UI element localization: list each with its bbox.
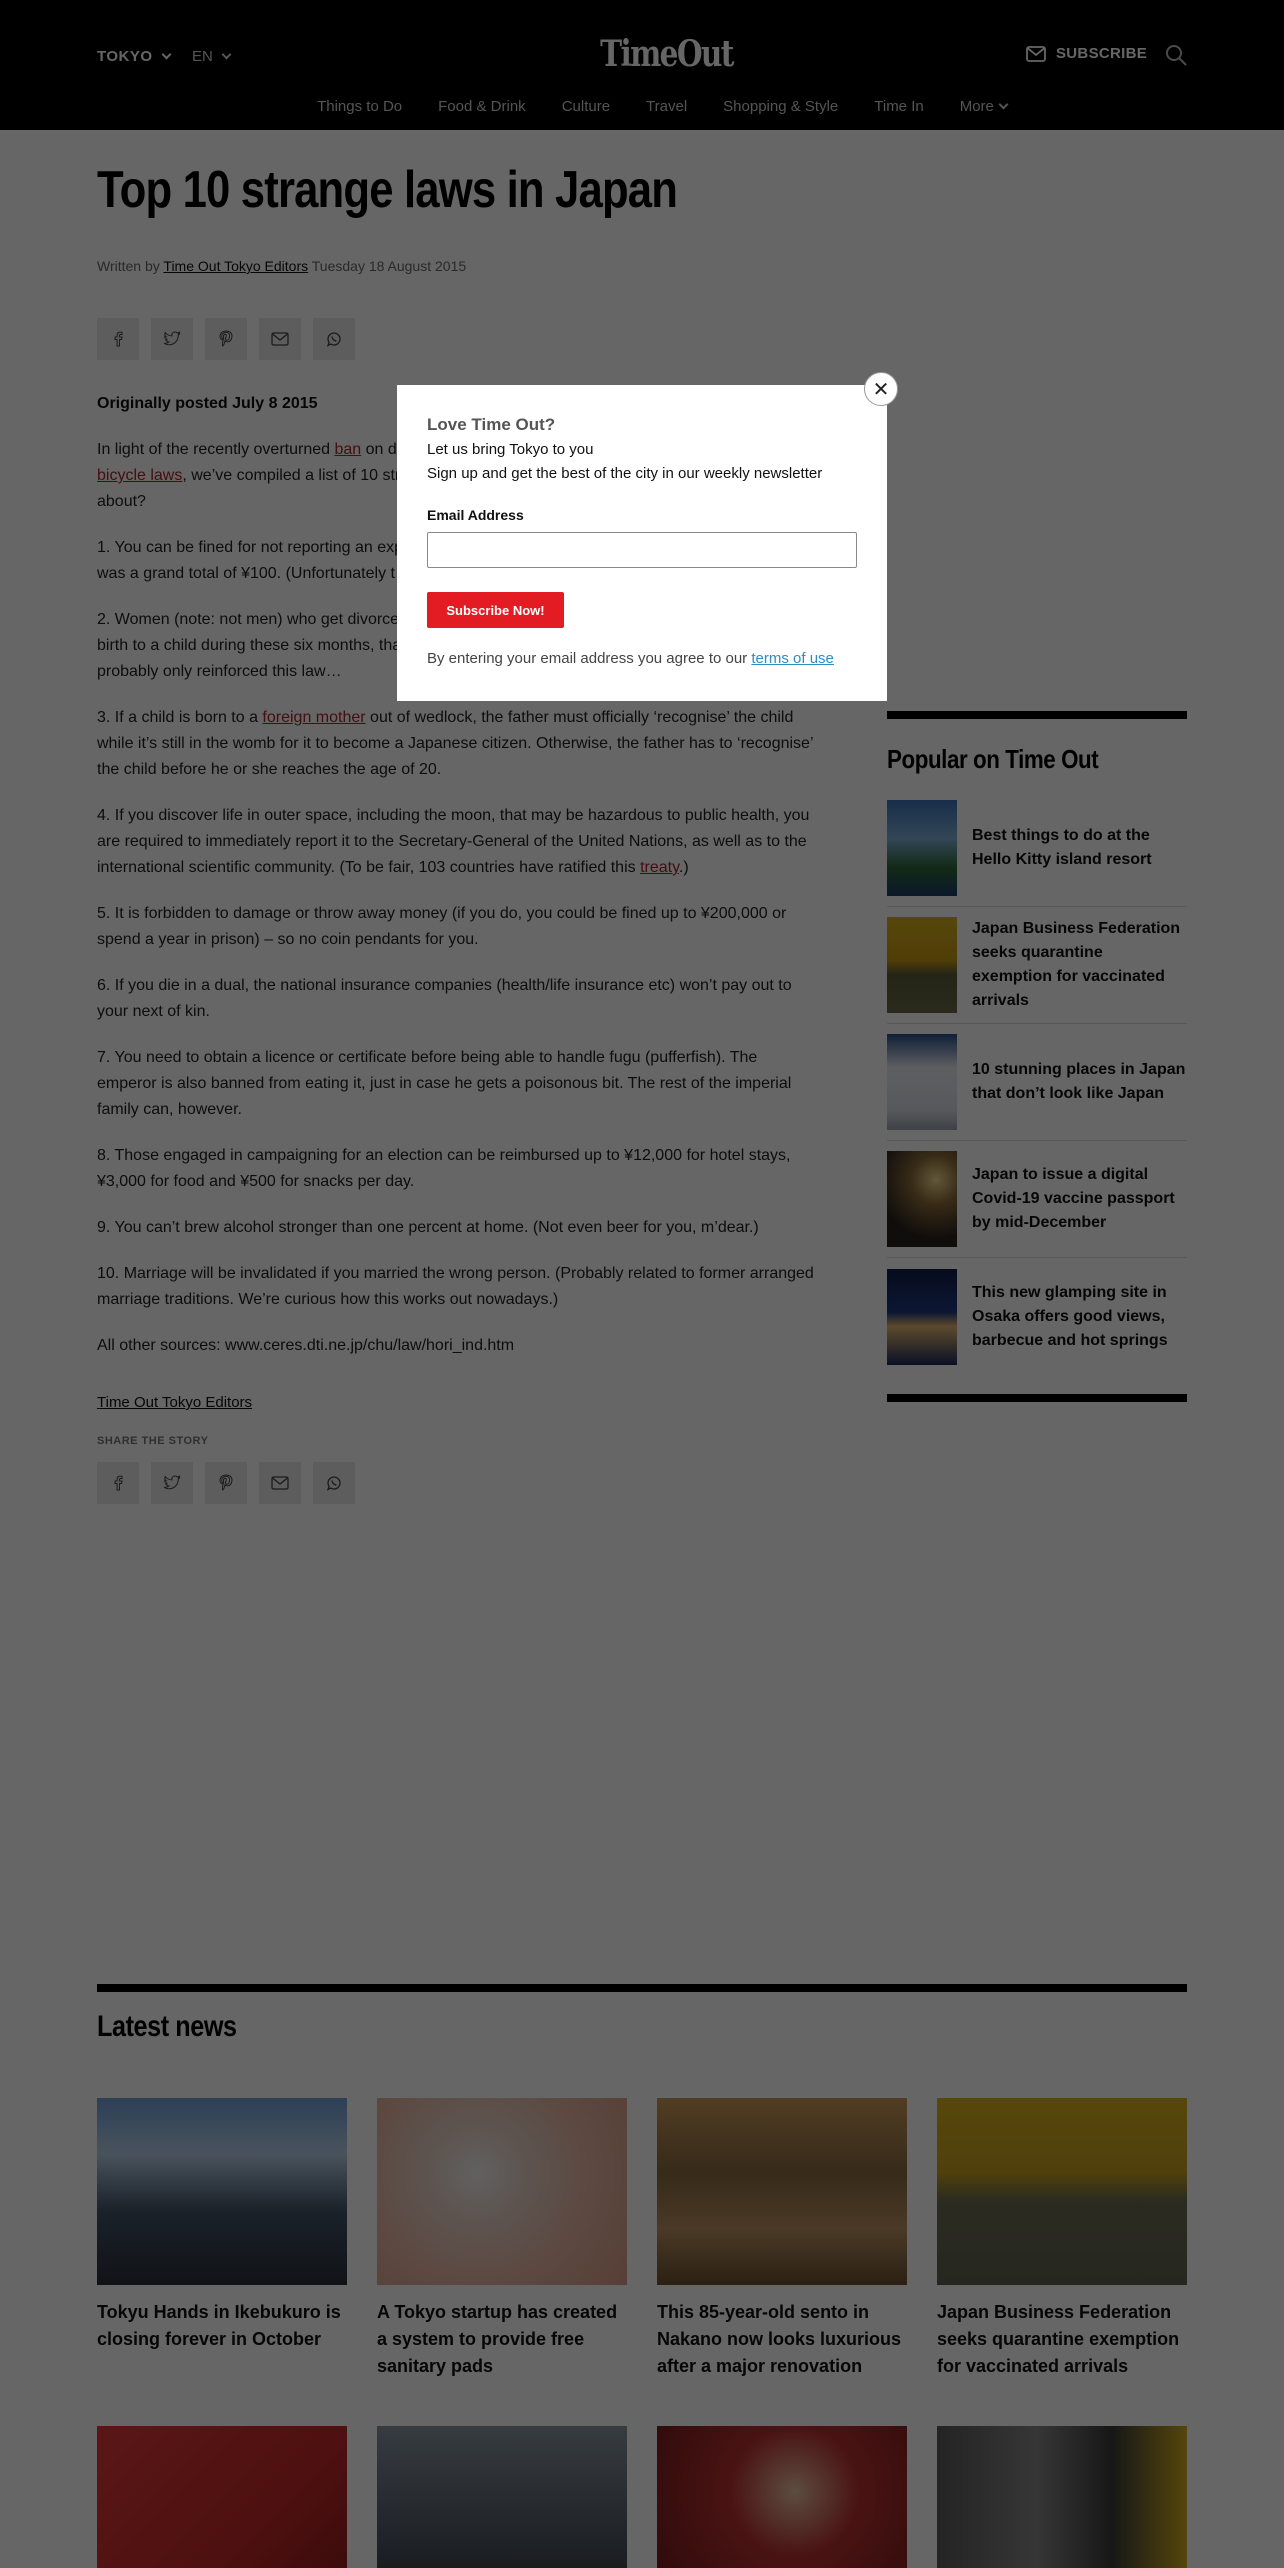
email-label: Email Address: [427, 507, 524, 523]
modal-heading: Love Time Out?: [427, 415, 556, 434]
newsletter-modal: [397, 385, 887, 701]
close-modal-button[interactable]: [864, 372, 898, 406]
close-icon: ✕: [872, 378, 890, 401]
email-field[interactable]: [427, 532, 857, 568]
modal-line-1: Let us bring Tokyo to you: [427, 441, 594, 458]
terms-prefix: By entering your email address you agree to our: [427, 650, 752, 667]
terms-of-use-link[interactable]: terms of use: [751, 650, 834, 667]
modal-line-2: Sign up and get the best of the city in our weekly newsletter: [427, 465, 823, 482]
subscribe-now-button[interactable]: Subscribe Now!: [427, 592, 564, 628]
terms-text: [427, 650, 834, 667]
